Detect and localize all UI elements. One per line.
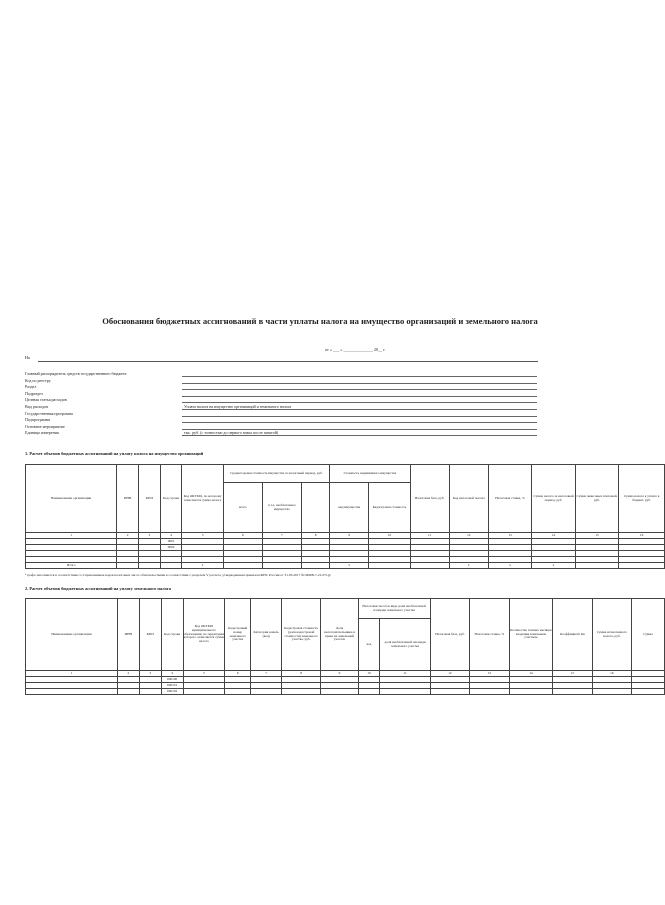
table-cell: [358, 689, 380, 695]
col-property-type: вид имущества: [330, 483, 369, 533]
header-value: Уплата налога на имущество организаций и земельного налога: [184, 404, 292, 409]
total-label: Итого: [26, 563, 117, 569]
col-share: Доля налогоплательщика в праве на земельный участок: [321, 599, 358, 671]
table-row: [26, 689, 665, 695]
table-cell: [369, 563, 410, 569]
header-underline: [182, 396, 537, 397]
year-underline: [38, 361, 538, 362]
column-number: 8: [301, 533, 329, 539]
table-cell: [225, 689, 251, 695]
header-underline: [182, 409, 537, 410]
table-cell: [183, 689, 225, 695]
header-label: Основное мероприятие: [25, 423, 65, 429]
col-inn: ИНН: [117, 599, 139, 671]
col-months: Количество полных месяцев владения земельным участком: [509, 599, 553, 671]
table-cell: [160, 563, 182, 569]
document-title: Обоснования бюджетных ассигнований в части уплаты налога на имущество организаций и земельного налога: [102, 316, 538, 326]
col-oktmo: Код ОКТМО, по которому зачисляется сумма налога: [182, 465, 223, 533]
col-cadastral-number: Кадастровый номер земельного участка: [225, 599, 251, 671]
col-org-name: Наименование организации: [26, 465, 117, 533]
col-row-code: Код строки: [160, 465, 182, 533]
column-number: 6: [223, 533, 262, 539]
col-blank: [301, 483, 329, 533]
column-number: 7: [262, 533, 301, 539]
col-total: всего: [223, 483, 262, 533]
column-number: 5: [183, 671, 225, 677]
col-land-benefit: Налоговая льгота в виде доли необлагаемой площади земельного участка: [358, 599, 430, 619]
column-number: 4: [161, 671, 183, 677]
table-cell: [262, 563, 301, 569]
col-row-code: Код строки: [161, 599, 183, 671]
table-cell: [430, 689, 469, 695]
col-tax-sum: Сумма налога за налоговый период, руб.: [532, 465, 575, 533]
column-number: 11: [380, 671, 430, 677]
col-computed-tax: Сумма исчисленного налога, руб.: [592, 599, 631, 671]
table-cell: x: [449, 563, 488, 569]
col-cadastral: Кадастровая стоимость: [369, 483, 410, 533]
col-sum: Сумма: [632, 599, 665, 671]
column-number: 8: [281, 671, 320, 677]
footnote: ¹ графа заполняется в соответствии со Справочником кодов налоговых льгот, обязательствами в соответствии с разделом V расчета, утвержденным приказом ФНС России от 31.03.2017 № ММВ-7-21/271@: [25, 573, 331, 577]
property-tax-table: [25, 464, 665, 569]
table-cell: [251, 689, 282, 695]
col-kpp: КПП: [139, 465, 161, 533]
table-cell: [509, 689, 553, 695]
header-value: тыс. руб. (с точностью до первого знака после запятой): [184, 430, 279, 436]
land-tax-table: [25, 598, 665, 695]
table-cell: [26, 689, 118, 695]
total-row: [26, 563, 665, 569]
column-number: 13: [470, 671, 509, 677]
column-number: 5: [182, 533, 223, 539]
col-tax-base: Налоговая база, руб.: [410, 465, 449, 533]
column-number: 1: [26, 671, 118, 677]
table-cell: [139, 563, 161, 569]
section1-title: 1. Расчет объемов бюджетных ассигнований на уплату налога на имущество организаций: [25, 451, 204, 456]
table-cell: [281, 689, 320, 695]
col-tax-rate: Налоговая ставка, %: [488, 465, 531, 533]
header-underline: [182, 422, 537, 423]
col-benefit-code: код: [358, 619, 380, 671]
col-kv: Коэффициент Кв: [553, 599, 592, 671]
col-land-category: Категория земель (код): [251, 599, 282, 671]
table-cell: [223, 563, 262, 569]
col-payable: Сумма налога к уплате в бюджет, руб.: [619, 465, 665, 533]
year-label: На: [25, 355, 30, 360]
col-real-estate: Стоимость недвижимого имущества: [330, 465, 410, 483]
table-cell: [301, 563, 329, 569]
col-tax-base: Налоговая база, руб.: [430, 599, 469, 671]
table-cell: x: [488, 563, 531, 569]
table-cell: [470, 689, 509, 695]
row-code: 000102: [161, 689, 183, 695]
header-label: Раздел: [25, 384, 37, 390]
table-cell: [410, 563, 449, 569]
column-number: 14: [509, 671, 553, 677]
table-cell: [632, 689, 665, 695]
column-number: 3: [139, 671, 161, 677]
document-date: от « ___ » ______________ 20__ г.: [325, 347, 386, 352]
col-exempt-share: доля необлагаемой площади земельного участка: [380, 619, 430, 671]
table-cell: [575, 563, 618, 569]
header-underline: [182, 383, 537, 384]
col-advance: Сумма авансовых платежей, руб.: [575, 465, 618, 533]
column-number: 7: [251, 671, 282, 677]
row-code: 0001: [160, 539, 182, 545]
col-org-name: Наименование организации: [26, 599, 118, 671]
col-inn: ИНН: [117, 465, 139, 533]
column-number: 16: [592, 671, 631, 677]
column-number: 4: [160, 533, 182, 539]
column-number: 3: [139, 533, 161, 539]
table-cell: x: [182, 563, 223, 569]
table-cell: x: [330, 563, 369, 569]
column-number: 6: [225, 671, 251, 677]
table-cell: [117, 563, 139, 569]
header-underline: [182, 435, 537, 436]
header-underline: [182, 389, 537, 390]
column-number: 14: [532, 533, 575, 539]
col-kpp: КПП: [139, 599, 161, 671]
column-number: 2: [117, 671, 139, 677]
header-label: Главный распорядитель средств государственного бюджета: [25, 371, 127, 376]
table-cell: [117, 689, 139, 695]
column-number: 1: [26, 533, 117, 539]
column-number: 12: [430, 671, 469, 677]
table-cell: [380, 689, 430, 695]
column-number: 16: [619, 533, 665, 539]
column-number: 10: [358, 671, 380, 677]
table-cell: [553, 689, 592, 695]
table-cell: [619, 563, 665, 569]
table-cell: [592, 689, 631, 695]
table-cell: [321, 689, 358, 695]
header-underline: [182, 416, 537, 417]
table-cell: x: [532, 563, 575, 569]
header-label: Подпрограмма: [25, 417, 51, 423]
header-label: Вид расходов: [25, 404, 48, 409]
col-benefit-code: Код налоговой льготы: [449, 465, 488, 533]
header-label: Код по реестру: [25, 377, 51, 383]
col-tax-rate: Налоговая ставка, %: [470, 599, 509, 671]
col-oktmo: Код ОКТМО муниципального образования, на территории которого зачисляется сумма налога: [183, 599, 225, 671]
col-exempt: в т.ч. необлагаемое имущество: [262, 483, 301, 533]
row-code: 000100: [161, 677, 183, 683]
row-code: 000101: [161, 683, 183, 689]
column-number: 9: [330, 533, 369, 539]
col-avg-cost: Среднегодовая стоимость имущества за налоговый период, руб.: [223, 465, 329, 483]
column-number: 15: [553, 671, 592, 677]
row-code: 0002: [160, 545, 182, 551]
header-label: Государственная программа: [25, 410, 73, 416]
column-number: 15: [575, 533, 618, 539]
column-number: 11: [410, 533, 449, 539]
header-label: Целевая статья расходов: [25, 397, 67, 403]
header-underline: [182, 376, 537, 377]
column-number: 10: [369, 533, 410, 539]
column-number: 2: [117, 533, 139, 539]
col-cadastral-value: Кадастровая стоимость (доля кадастровой стоимости) земельного участка, руб.: [281, 599, 320, 671]
column-number: 9: [321, 671, 358, 677]
column-number: 13: [488, 533, 531, 539]
column-number: 12: [449, 533, 488, 539]
section2-title: 2. Расчет объемов бюджетных ассигнований на уплату земельного налога: [25, 586, 172, 591]
table-cell: [139, 689, 161, 695]
header-label: Подраздел: [25, 390, 43, 396]
header-label: Единица измерения: [25, 430, 59, 436]
